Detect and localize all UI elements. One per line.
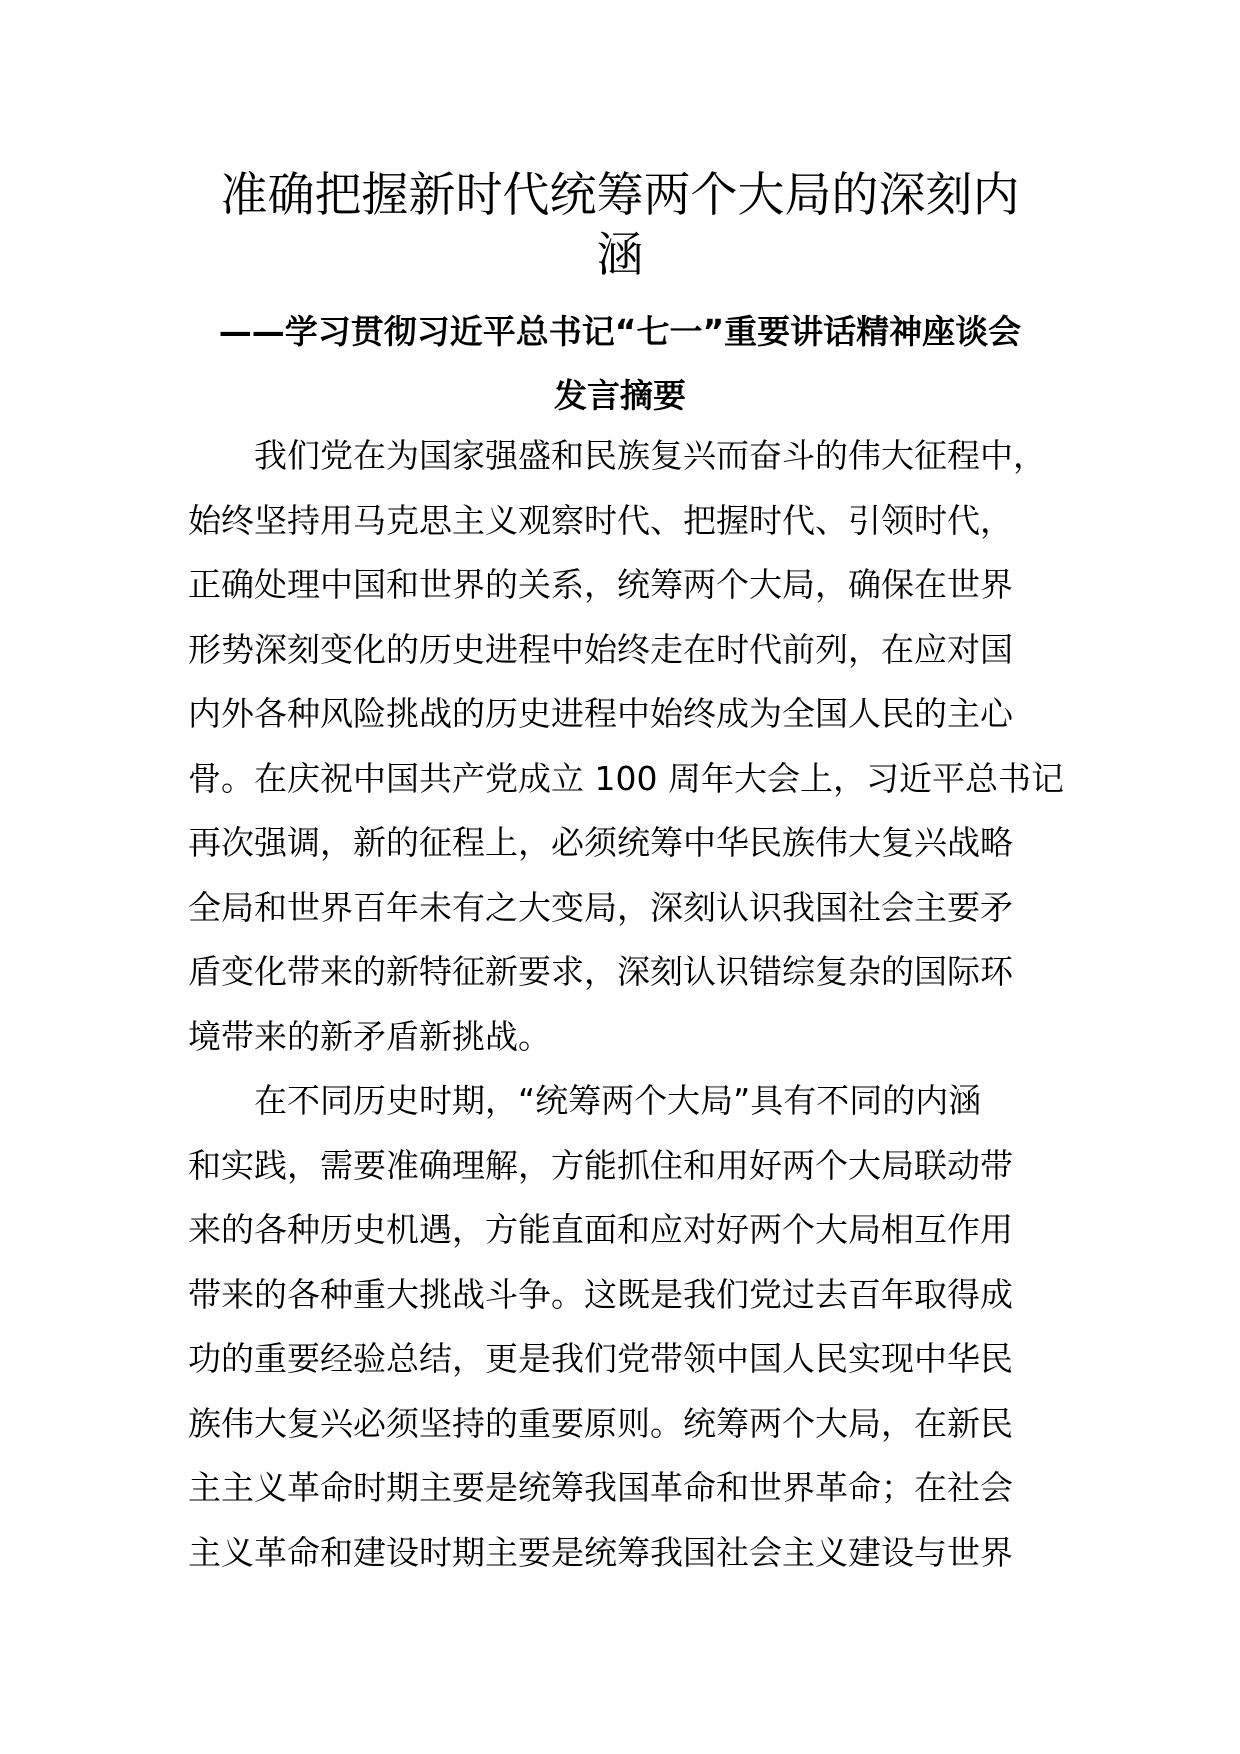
- paragraph-line: 来的各种历史机遇，方能直面和应对好两个大局相互作用: [188, 1210, 1013, 1249]
- paragraph-line: 我们党在为国家强盛和民族复兴而奋斗的伟大征程中，: [254, 436, 1046, 475]
- subtitle-line-2: 发言摘要: [554, 376, 686, 415]
- paragraph-line: 和实践，需要准确理解，方能抓住和用好两个大局联动带: [188, 1145, 1013, 1185]
- document-body: [188, 424, 1068, 1585]
- paragraph-line: 主主义革命时期主要是统筹我国革命和世界革命；在社会: [188, 1468, 1013, 1507]
- paragraph-line: 在不同历史时期，“统筹两个大局”具有不同的内涵: [254, 1081, 982, 1120]
- paragraph-line: 功的重要经验总结，更是我们党带领中国人民实现中华民: [188, 1339, 1013, 1378]
- subtitle-line-1: ——学习贯彻习近平总书记“七一”重要讲话精神座谈会: [218, 312, 1022, 351]
- paragraph-line: 骨。在庆祝中国共产党成立 100 周年大会上，习近平总书记: [188, 758, 1064, 798]
- paragraph-1: [188, 424, 1068, 1069]
- paragraph-line: 再次强调，新的征程上，必须统筹中华民族伟大复兴战略: [188, 823, 1013, 862]
- paragraph-line: 始终坚持用马克思主义观察时代、把握时代、引领时代，: [188, 500, 1013, 540]
- paragraph-line: 内外各种风险挑战的历史进程中始终成为全国人民的主心: [188, 694, 1013, 733]
- paragraph-line: 盾变化带来的新特征新要求，深刻认识错综复杂的国际环: [188, 952, 1013, 991]
- paragraph-line: 族伟大复兴必须坚持的重要原则。统筹两个大局，在新民: [188, 1403, 1013, 1443]
- paragraph-line: 全局和世界百年未有之大变局，深刻认识我国社会主要矛: [188, 887, 1013, 927]
- paragraph-line: 正确处理中国和世界的关系，统筹两个大局，确保在世界: [188, 565, 1013, 604]
- paragraph-line: 境带来的新矛盾新挑战。: [188, 1016, 551, 1056]
- title-line-1: 准确把握新时代统筹两个大局的深刻内: [220, 168, 1020, 223]
- title-line-2: 涵: [596, 228, 644, 283]
- paragraph-line: 形势深刻变化的历史进程中始终走在时代前列，在应对国: [188, 629, 1013, 669]
- paragraph-line: 带来的各种重大挑战斗争。这既是我们党过去百年取得成: [188, 1274, 1013, 1314]
- document-subtitle: [190, 300, 1050, 428]
- document-title: [150, 166, 1090, 286]
- paragraph-line: 主义革命和建设时期主要是统筹我国社会主义建设与世界: [188, 1532, 1013, 1572]
- paragraph-2: [188, 1069, 1068, 1585]
